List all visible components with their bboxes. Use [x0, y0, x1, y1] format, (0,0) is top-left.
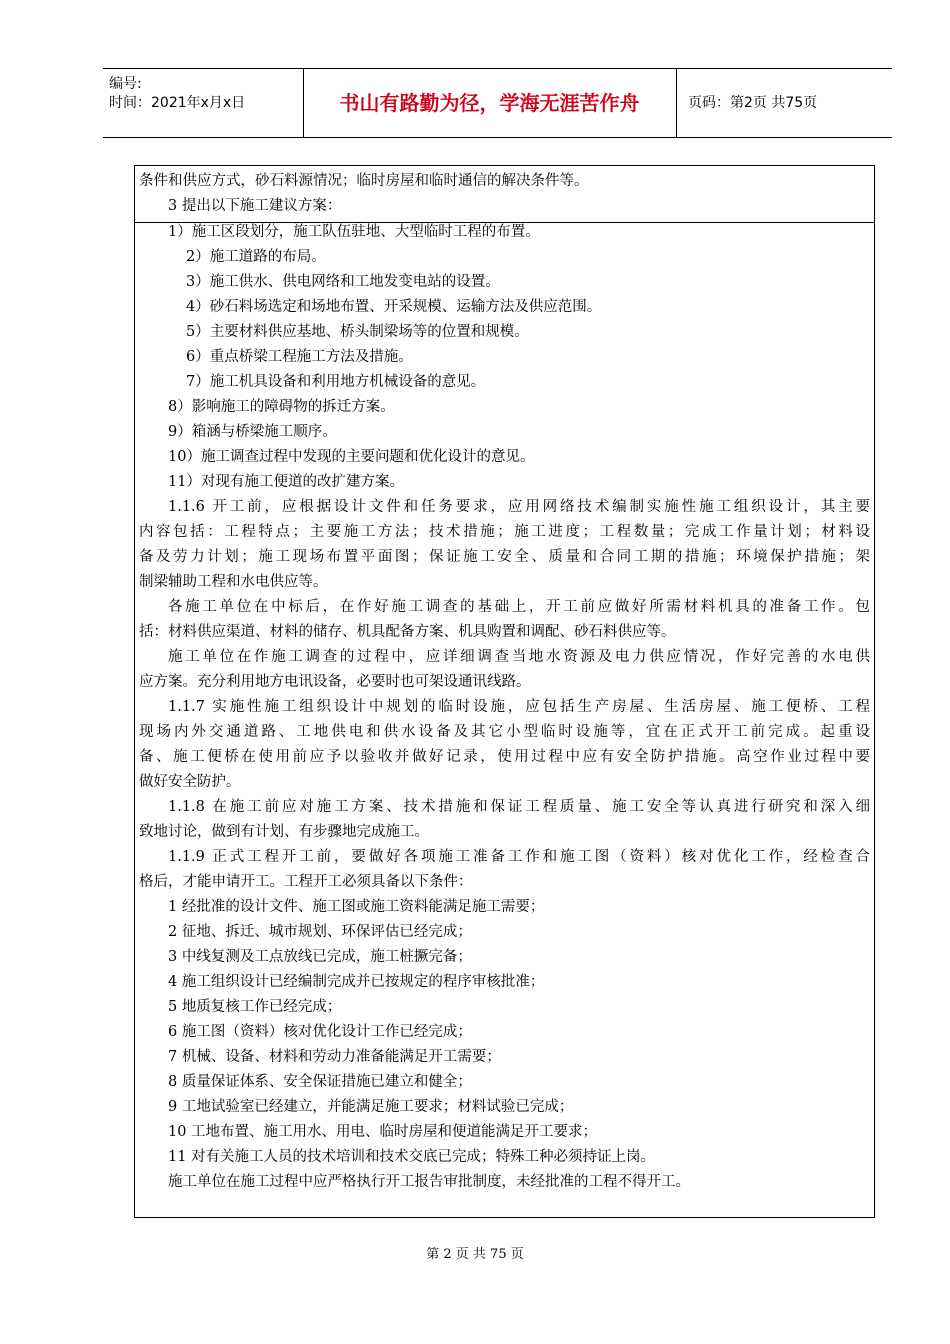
text-line: 制梁辅助工程和水电供应等。 [139, 574, 328, 590]
text-line: 1.1.6 开工前，应根据设计文件和任务要求，应用网络技术编制实施性施工组织设计，其主要 [168, 499, 870, 515]
text-line: 6）重点桥梁工程施工方法及措施。 [186, 349, 413, 365]
text-line: 5）主要材料供应基地、桥头制梁场等的位置和规模。 [186, 324, 529, 340]
document-number-label: 编号: [109, 76, 142, 92]
text-line: 7 机械、设备、材料和劳动力准备能满足开工需要； [168, 1049, 501, 1065]
text-line: 11）对现有施工便道的改扩建方案。 [168, 474, 404, 490]
text-line: 现场内外交通道路、工地供电和供水设备及其它小型临时设施等，宜在正式开工前完成。起重设 [139, 724, 870, 740]
text-line: 8 质量保证体系、安全保证措施已建立和健全； [168, 1074, 472, 1090]
text-line: 2 征地、拆迁、城市规划、环保评估已经完成； [168, 924, 472, 940]
text-line: 2）施工道路的布局。 [186, 249, 326, 265]
text-line: 3）施工供水、供电网络和工地发变电站的设置。 [186, 274, 500, 290]
page-footer: 第 2 页 共 75 页 [426, 1247, 524, 1262]
text-line: 11 对有关施工人员的技术培训和技术交底已完成；特殊工种必须持证上岗。 [168, 1149, 656, 1165]
text-line: 6 施工图（资料）核对优化设计工作已经完成； [168, 1024, 472, 1040]
text-line: 7）施工机具设备和利用地方机械设备的意见。 [186, 374, 486, 390]
text-line: 9 工地试验室已经建立，并能满足施工要求；材料试验已完成； [168, 1099, 574, 1115]
text-line: 1 经批准的设计文件、施工图或施工资料能满足施工需要； [168, 899, 545, 915]
text-line: 1.1.7 实施性施工组织设计中规划的临时设施，应包括生产房屋、生活房屋、施工便桥、工程 [168, 699, 870, 715]
text-line: 10）施工调查过程中发现的主要问题和优化设计的意见。 [168, 449, 535, 465]
text-line: 4 施工组织设计已经编制完成并已按规定的程序审核批准； [168, 974, 545, 990]
text-line: 3 中线复测及工点放线已完成，施工桩撅完备； [168, 949, 472, 965]
text-line: 格后，才能申请开工。工程开工必须具备以下条件： [139, 874, 473, 890]
text-line: 致地讨论，做到有计划、有步骤地完成施工。 [139, 824, 429, 840]
text-line: 施工单位在施工过程中应严格执行开工报告审批制度，未经批准的工程不得开工。 [168, 1174, 690, 1190]
text-line: 1）施工区段划分，施工队伍驻地、大型临时工程的布置。 [168, 224, 540, 240]
text-line: 内容包括：工程特点；主要施工方法；技术措施；施工进度；工程数量；完成工作量计划；材料设 [139, 524, 870, 540]
text-line: 各施工单位在中标后，在作好施工调查的基础上，开工前应做好所需材料机具的准备工作。包 [168, 599, 870, 615]
header-motto-cell [303, 69, 677, 137]
content-table [134, 165, 875, 1218]
motto-text: 书山有路勤为径，学海无涯苦作舟 [339, 91, 640, 115]
text-line: 1.1.8 在施工前应对施工方案、技术措施和保证工程质量、施工安全等认真进行研究和深入细 [168, 799, 870, 815]
text-line: 5 地质复核工作已经完成； [168, 999, 342, 1015]
page-header [103, 68, 892, 138]
page-code-label: 页码：第2页 共75页 [688, 95, 818, 111]
text-line: 应方案。充分利用地方电讯设备，必要时也可架设通讯线路。 [139, 674, 531, 690]
text-line: 做好安全防护。 [139, 774, 241, 790]
text-line: 条件和供应方式，砂石料源情况；临时房屋和临时通信的解决条件等。 [139, 173, 589, 189]
text-line: 1.1.9 正式工程开工前，要做好各项施工准备工作和施工图（资料）核对优化工作，经检查合 [168, 849, 870, 865]
text-line: 4）砂石料场选定和场地布置、开采规模、运输方法及供应范围。 [186, 299, 602, 315]
text-line: 9）箱涵与桥梁施工顺序。 [168, 424, 337, 440]
text-line: 备及劳力计划；施工现场布置平面图；保证施工安全、质量和合同工期的措施；环境保护措施；架 [139, 549, 870, 565]
header-info-cell [103, 69, 304, 137]
document-date-label: 时间：2021年x月x日 [109, 95, 246, 111]
text-line: 施工单位在作施工调查的过程中，应详细调查当地水资源及电力供应情况，作好完善的水电供 [168, 649, 870, 665]
header-page-cell [676, 69, 892, 137]
text-line: 10 工地布置、施工用水、用电、临时房屋和便道能满足开工要求； [168, 1124, 598, 1140]
text-line: 括：材料供应渠道、材料的储存、机具配备方案、机具购置和调配、砂石料供应等。 [139, 624, 676, 640]
text-line: 3 提出以下施工建议方案： [168, 198, 342, 214]
text-line: 8）影响施工的障碍物的拆迁方案。 [168, 399, 395, 415]
text-line: 备、施工便桥在使用前应予以验收并做好记录，使用过程中应有安全防护措施。高空作业过程中要 [139, 749, 870, 765]
